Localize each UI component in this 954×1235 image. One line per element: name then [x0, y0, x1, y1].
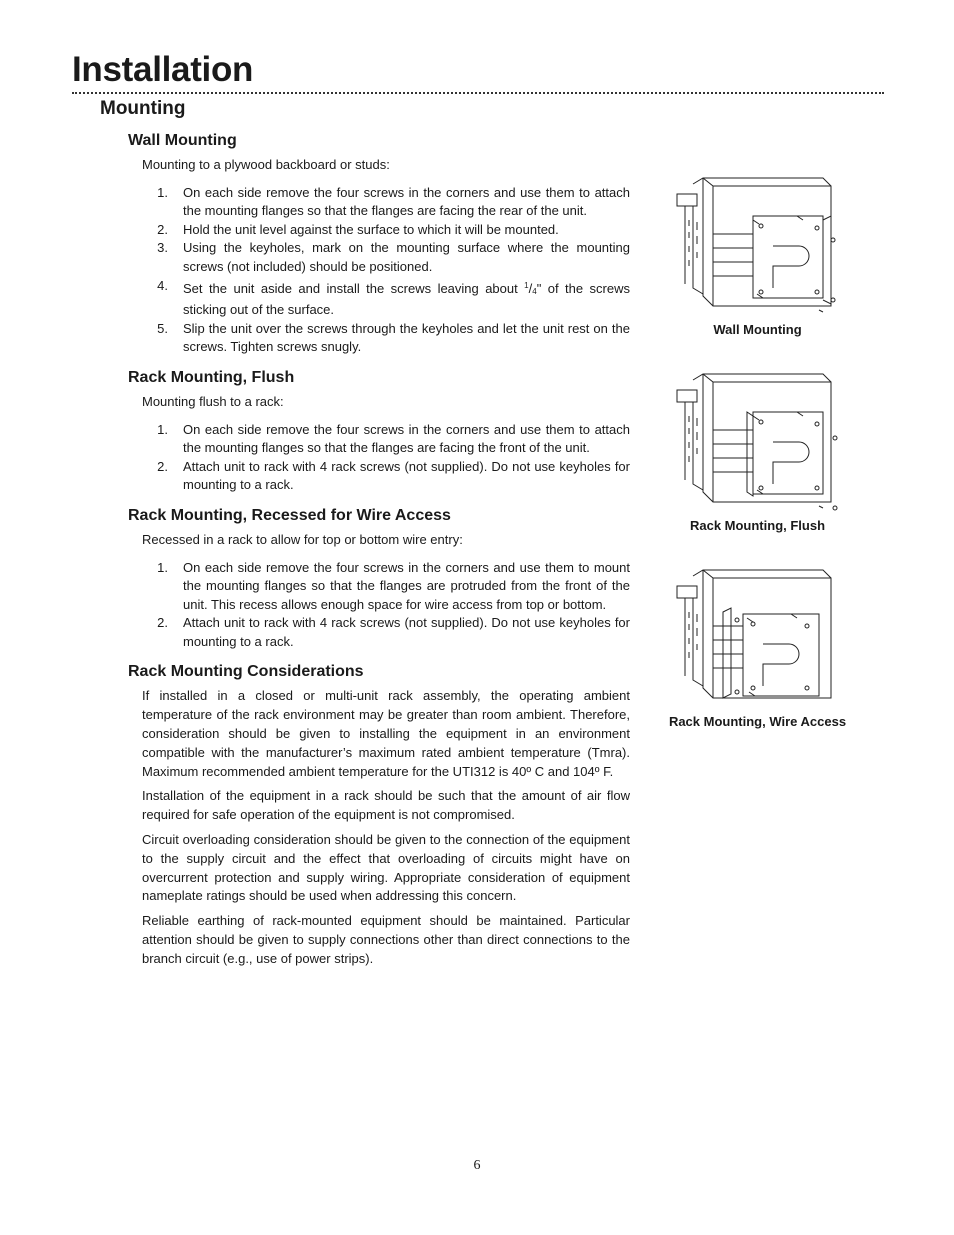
step-text-before: Set the unit aside and install the screws leaving about	[183, 280, 525, 296]
figure-caption: Rack Mounting, Wire Access	[668, 714, 847, 729]
rack-flush-section	[128, 367, 630, 495]
wall-mounting-intro: Mounting to a plywood backboard or studs:	[142, 157, 390, 172]
wall-mounting-figure	[655, 176, 860, 337]
main-content	[128, 130, 630, 979]
step-number: 2.	[157, 458, 168, 474]
page-title: Installation	[72, 50, 254, 89]
step-number: 1.	[157, 559, 168, 575]
rack-flush-steps	[128, 421, 630, 495]
step-number: 5.	[157, 320, 168, 336]
step-number: 1.	[157, 184, 168, 200]
step-number: 4.	[157, 277, 168, 293]
rack-wire-access-figure	[655, 568, 860, 729]
list-item: 4. Set the unit aside and install the screws leaving about $^1/_4$" of the screws sticking out of the surface.	[142, 277, 630, 320]
rack-considerations-section	[128, 661, 630, 968]
step-text-after: " of the screws sticking out of the surface.	[183, 280, 630, 318]
rack-recessed-steps	[128, 559, 630, 652]
wall-mounting-heading: Wall Mounting	[128, 132, 237, 149]
rack-flush-diagram-icon	[673, 372, 843, 512]
wall-mounting-section	[128, 130, 630, 357]
step-text: Slip the unit over the screws through the keyholes and let the unit rest on the screws. Tighten screws snugly.	[183, 320, 630, 355]
wall-mounting-diagram-icon	[673, 176, 843, 316]
step-number: 2.	[157, 615, 168, 631]
rack-flush-heading: Rack Mounting, Flush	[128, 368, 295, 386]
step-text: Hold the unit level against the surface to which it will be mounted.	[183, 221, 559, 237]
rack-flush-figure	[655, 372, 860, 533]
step-number: 3.	[157, 240, 168, 256]
fraction-numerator: 1	[524, 280, 529, 290]
rack-wire-access-diagram-icon	[673, 568, 843, 708]
step-text: On each side remove the four screws in the corners and use them to mount the mounting flanges so that the flanges are protruded from the front of the unit. This recess allows enough space for wire access from top or bottom.	[183, 559, 630, 612]
step-number: 1.	[157, 421, 168, 437]
step-text: Using the keyholes, mark on the mounting surface where the mounting screws (not included) should be positioned.	[183, 240, 630, 274]
figure-caption: Wall Mounting	[713, 322, 802, 337]
considerations-paragraph: Circuit overloading consideration should be given to the connection of the equipment to the supply circuit and the effect that overloading of circuits might have on overcurrent protection and supply wiring. Appropriate consideration of equipment nameplate ratings should be used when addressing this concern.	[142, 832, 630, 904]
page-number: 6	[473, 1158, 481, 1173]
considerations-paragraph: Installation of the equipment in a rack should be such that the amount of air flow required for safe operation of the equipment is not compromised.	[142, 788, 630, 823]
list-item	[142, 320, 630, 357]
list-item	[142, 458, 630, 495]
rack-recessed-intro: Recessed in a rack to allow for top or bottom wire entry:	[142, 531, 463, 547]
list-item	[142, 184, 630, 221]
rack-considerations-heading: Rack Mounting Considerations	[128, 663, 364, 681]
step-text: Attach unit to rack with 4 rack screws (not supplied). Do not use keyholes for mounting to a rack.	[183, 458, 630, 493]
rack-recessed-heading: Rack Mounting, Recessed for Wire Access	[128, 506, 451, 524]
considerations-paragraph: If installed in a closed or multi-unit rack assembly, the operating ambient temperature of the rack environment may be greater than room ambient. Therefore, consideration should be given to installing the equipment in an environment compatible with the manufacturer’s maximum rated ambient temperature (Tmra). Maximum recommended ambient temperature for the UTI312 is 40º C and 104º F.	[142, 688, 630, 779]
step-text: On each side remove the four screws in the corners and use them to attach the mounting flanges so that the flanges are facing the front of the unit.	[183, 421, 630, 456]
list-item	[142, 239, 630, 276]
title-divider	[72, 92, 884, 94]
step-number: 2.	[157, 221, 168, 237]
step-text: Attach unit to rack with 4 rack screws (not supplied). Do not use keyholes for mounting to a rack.	[183, 615, 630, 649]
rack-flush-intro: Mounting flush to a rack:	[142, 393, 284, 409]
list-item	[142, 614, 630, 651]
considerations-paragraph: Reliable earthing of rack-mounted equipment should be maintained. Particular attention should be given to supply connections other than direct connections to the branch circuit (e.g., use of power strips).	[142, 913, 630, 966]
list-item	[142, 421, 630, 458]
section-title: Mounting	[100, 98, 186, 119]
wall-mounting-steps	[128, 184, 630, 357]
fraction-denominator: 4	[532, 286, 537, 296]
rack-recessed-section	[128, 505, 630, 652]
list-item	[142, 221, 630, 240]
list-item	[142, 559, 630, 615]
step-text: On each side remove the four screws in the corners and use them to attach the mounting flanges so that the flanges are facing the rear of the unit.	[183, 184, 630, 219]
figure-caption: Rack Mounting, Flush	[689, 518, 826, 533]
